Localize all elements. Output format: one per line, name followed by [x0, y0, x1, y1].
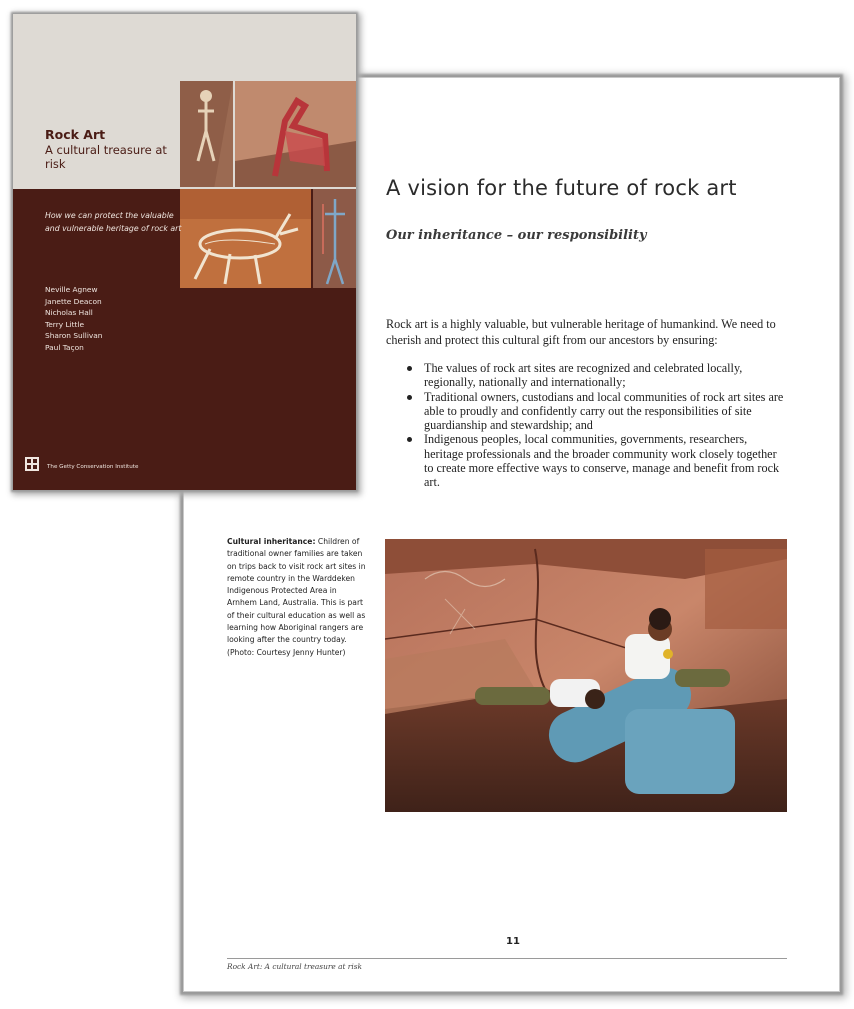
author-name: Nicholas Hall	[45, 308, 93, 318]
cover-title: Rock Art	[45, 127, 106, 142]
rock-art-image	[180, 189, 311, 288]
photo-caption	[227, 536, 367, 659]
page-number: 11	[506, 936, 520, 947]
children-rock-art-photo	[385, 539, 787, 812]
bullet-item: Indigenous peoples, local communities, governments, researchers, heritage professionals and the broader community work closely together to create more effective ways to conserve, manage and benefit from rock art.	[386, 432, 786, 489]
rock-art-image	[235, 81, 356, 187]
page-subtitle: Our inheritance – our responsibility	[386, 228, 647, 243]
book-cover	[13, 14, 356, 490]
caption-body: Children of traditional owner families are taken on trips back to visit rock art sites in remote country in the Warddeken Indigenous Protected Area in Arnhem Land, Australia. This is part of their cultural education as well as learning how Aboriginal rangers are looking after the country today. (Photo: Courtesy Jenny Hunter)	[227, 537, 366, 657]
bullet-list	[386, 361, 786, 490]
intro-paragraph: Rock art is a highly valuable, but vulnerable heritage of humankind. We need to cherish and protect this cultural gift from our ancestors by ensuring:	[386, 317, 776, 347]
bullet-item: Traditional owners, custodians and local communities of rock art sites are able to proudly and confidently carry out the responsibilities of site guardianship and stewardship; and	[386, 390, 786, 433]
author-name: Janette Deacon	[45, 296, 102, 306]
author-name: Terry Little	[45, 319, 85, 329]
rock-art-image	[313, 189, 356, 288]
cover-tagline: How we can protect the valuable and vulnerable heritage of rock art	[45, 211, 182, 233]
author-name: Neville Agnew	[45, 285, 98, 294]
running-footer: Rock Art: A cultural treasure at risk	[227, 962, 362, 971]
author-list	[45, 284, 102, 354]
author-name: Sharon Sullivan	[45, 331, 103, 341]
footer-rule	[227, 958, 787, 959]
caption-heading: Cultural inheritance:	[227, 537, 316, 546]
cover-subtitle: A cultural treasure at risk	[45, 143, 167, 171]
page-title: A vision for the future of rock art	[386, 176, 737, 200]
publisher-name: The Getty Conservation Institute	[47, 464, 139, 470]
getty-logo-icon	[25, 456, 39, 470]
rock-art-image	[180, 81, 233, 187]
bullet-item: The values of rock art sites are recognized and celebrated locally, regionally, nationally and internationally;	[386, 361, 786, 390]
author-name: Paul Taçon	[45, 342, 84, 352]
